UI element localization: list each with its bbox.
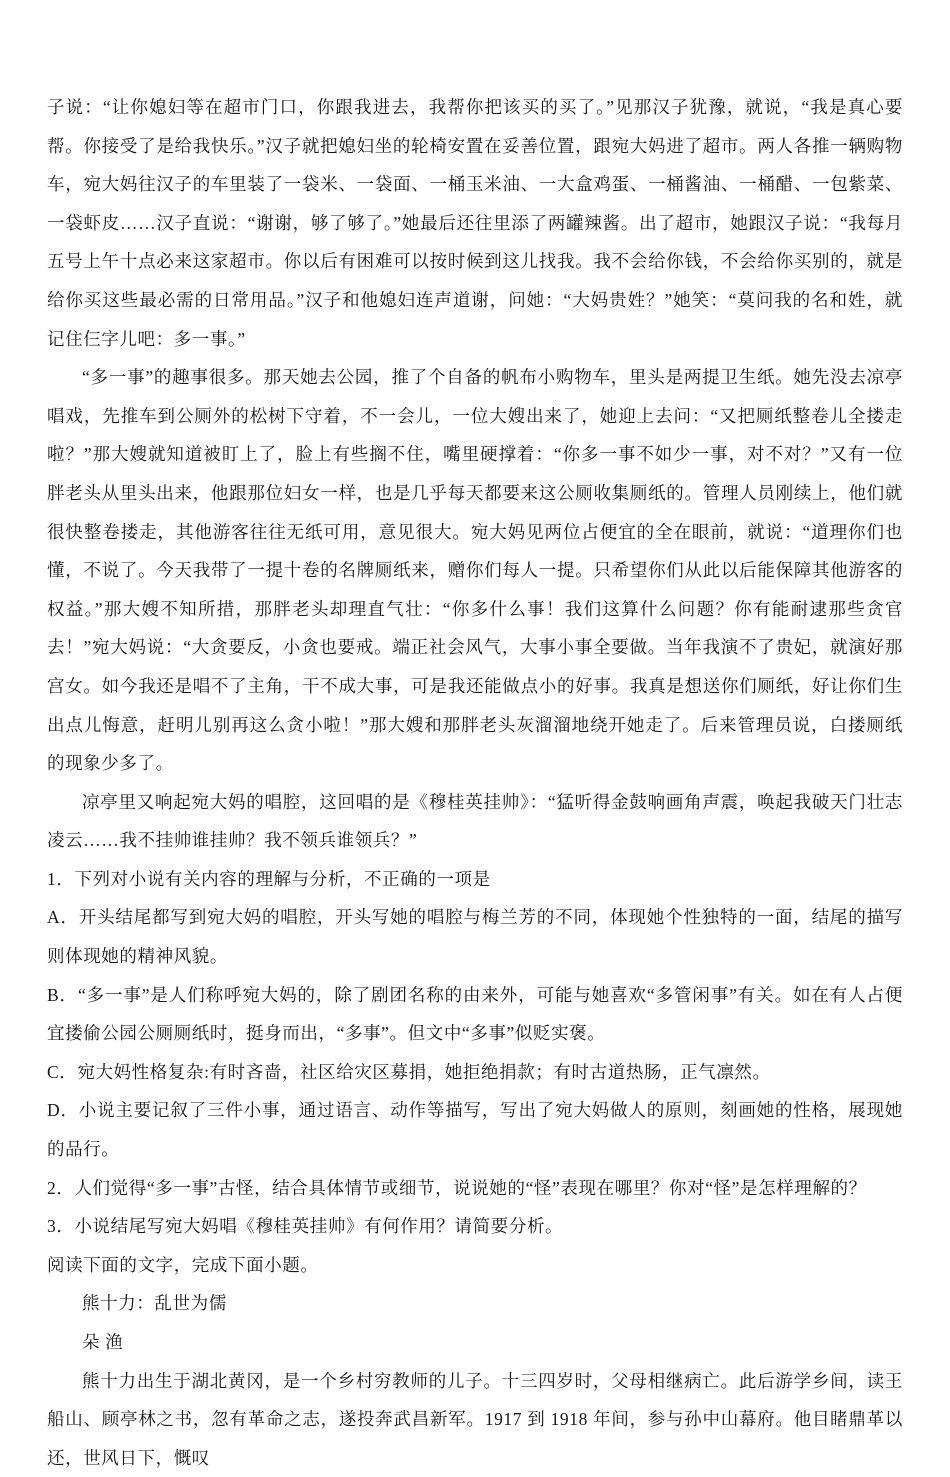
paragraph: 熊十力：乱世为儒 bbox=[82, 1293, 227, 1314]
paragraph: 朵 渔 bbox=[82, 1332, 124, 1352]
paragraph: 阅读下面的文字，完成下面小题。 bbox=[47, 1254, 319, 1275]
paragraph: 1．下列对小说有关内容的理解与分析，不正确的一项是 bbox=[47, 868, 491, 889]
paragraph: A．开头结尾都写到宛大妈的唱腔，开头写她的唱腔与梅兰芳的不同，体现她个性独特的一面，结尾的描写则体现她的精神风貌。 bbox=[47, 907, 903, 967]
paragraph: B．“多一事”是人们称呼宛大妈的，除了剧团名称的由来外，可能与她喜欢“多管闲事”有关。如在有人占便宜搂偷公园公厕厕纸时，挺身而出，“多事”。但文中“多事”似贬实褒。 bbox=[47, 984, 903, 1044]
paragraph: 凉亭里又响起宛大妈的唱腔，这回唱的是《穆桂英挂帅》：“猛听得金鼓响画角声震，唤起我破天门壮志凌云……我不挂帅谁挂帅？我不领兵谁领兵？” bbox=[47, 791, 903, 851]
paragraph: 2．人们觉得“多一事”古怪，结合具体情节或细节，说说她的“怪”表现在哪里？你对“怪”是怎样理解的？ bbox=[47, 1177, 867, 1198]
paragraph: D．小说主要记叙了三件小事，通过语言、动作等描写，写出了宛大妈做人的原则，刻画她的性格，展现她的品行。 bbox=[47, 1100, 903, 1160]
paragraph: 子说：“让你媳妇等在超市门口，你跟我进去，我帮你把该买的买了。”见那汉子犹豫，就说，“我是真心要帮。你接受了是给我快乐。”汉子就把媳妇坐的轮椅安置在妥善位置，跟宛大妈进了超市。两人各推一辆购物车，宛大妈往汉子的车里装了一袋米、一袋面、一桶玉米油、一大盒鸡蛋、一桶酱油、一桶醋、一包紫菜、一袋虾皮……汉子直说：“谢谢，够了够了。”她最后还往里添了两罐辣酱。出了超市，她跟汉子说：“我每月五号上午十点必来这家超市。你以后有困难可以按时候到这儿找我。我不会给你钱，不会给你买别的，就是给你买这些最必需的日常用品。”汉子和他媳妇连声道谢，问她：“大妈贵姓？”她笑：“莫问我的名和姓，就记住仨字儿吧：多一事。” bbox=[47, 97, 903, 349]
paragraph: “多一事”的趣事很多。那天她去公园，推了个自备的帆布小购物车，里头是两提卫生纸。她先没去凉亭唱戏，先推车到公厕外的松树下守着，不一会儿，一位大嫂出来了，她迎上去问：“又把厕纸整卷儿全搂走啦？”那大嫂就知道被盯上了，脸上有些搁不住，嘴里硬撑着：“你多一事不如少一事，对不对？”又有一位胖老头从里头出来，他跟那位妇女一样，也是几乎每天都要来这公厕收集厕纸的。管理人员刚续上，他们就很快整卷搂走，其他游客往往无纸可用，意见很大。宛大妈见两位占便宜的全在眼前，就说：“道理你们也懂，不说了。今天我带了一提十卷的名牌厕纸来，赠你们每人一提。只希望你们从此以后能保障其他游客的权益。”那大嫂不知所措，那胖老头却理直气壮：“你多什么事！我们这算什么问题？你有能耐逮那些贪官去！”宛大妈说：“大贪要反，小贪也要戒。端正社会风气，大事小事全要做。当年我演不了贵妃，就演好那宫女。如今我还是唱不了主角，干不成大事，可是我还能做点小的好事。我真是想送你们厕纸，好让你们生出点儿悔意，赶明儿别再这么贪小啦！”那大嫂和那胖老头灰溜溜地绕开她走了。后来管理员说，白搂厕纸的现象少多了。 bbox=[47, 367, 903, 774]
paragraph: 3．小说结尾写宛大妈唱《穆桂英挂帅》有何作用？请简要分析。 bbox=[47, 1216, 564, 1237]
paragraph: C．宛大妈性格复杂:有时吝啬，社区给灾区募捐，她拒绝捐款；有时古道热肠，正气凛然。 bbox=[47, 1061, 771, 1082]
paragraph: 熊十力出生于湖北黄冈，是一个乡村穷教师的儿子。十三四岁时，父母相继病亡。此后游学乡间，读王船山、顾亭林之书，忽有革命之志，遂投奔武昌新军。1917 到 1918 年间，参与孙中山幕府。他目睹鼎革以还，世风日下，慨叹 bbox=[47, 1370, 903, 1468]
document-body bbox=[47, 88, 903, 1477]
